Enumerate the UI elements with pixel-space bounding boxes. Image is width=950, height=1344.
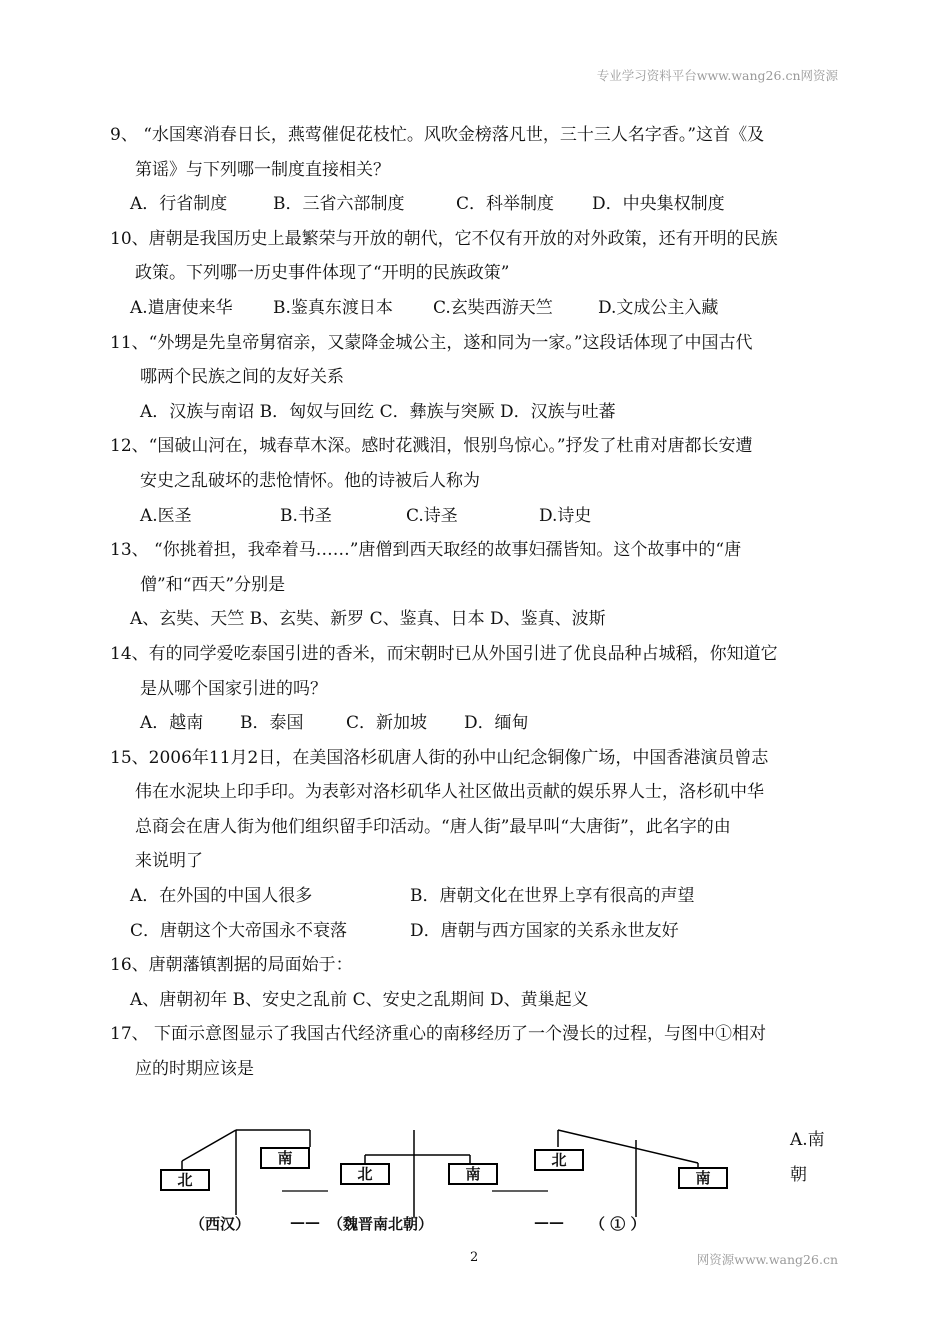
question-9-line2: 第谣》与下列哪一制度直接相关？ [135,159,390,180]
option-a: A．在外国的中国人很多 [130,886,313,907]
option-c: C．新加坡 [346,713,428,734]
option-b: B．唐朝文化在世界上享有很高的声望 [410,886,695,907]
label-wei-jin: （魏晋南北朝） [328,1215,434,1233]
question-15-line1: 15、2006年11月2日，在美国洛杉矶唐人街的孙中山纪念铜像广场，中国香港演员曾志 [110,747,769,768]
question-12-options [110,499,840,534]
question-10-options [110,291,840,326]
question-10-line1: 10、唐朝是我国历史上最繁荣与开放的朝代，它不仅有开放的对外政策，还有开明的民族 [110,228,778,249]
question-11-line1: 11、“外甥是先皇帝舅宿亲，又蒙降金城公主，遂和同为一家。”这段话体现了中国古代 [110,332,753,353]
question-12-line1: 12、“国破山河在，城春草木深。感时花溅泪，恨别鸟惊心。”抒发了杜甫对唐都长安遭 [110,436,753,457]
question-14-line2: 是从哪个国家引进的吗？ [140,678,327,699]
question-14-options [110,706,840,741]
option-a: A.遣唐使来华 [130,297,233,318]
question-15-options-row2 [110,914,840,949]
option-c: C．唐朝这个大帝国永不衰落 [130,920,348,941]
question-11-line2: 哪两个民族之间的友好关系 [140,367,344,388]
option-b: B.鉴真东渡日本 [273,297,393,318]
question-13-line1: 13、 “你挑着担，我牵着马……”唐僧到西天取经的故事妇孺皆知。这个故事中的“唐 [110,540,742,561]
south-box: 南 [260,1147,310,1169]
option-d: D.诗史 [539,505,592,526]
footer-source: 网资源www.wang26.cn [696,1252,838,1267]
question-9-line1: 9、 “水国寒消春日长，燕莺催促花枝忙。风吹金榜落凡世，三十三人名字香。”这首《及 [110,125,765,145]
option-d: D．中央集权制度 [592,194,725,215]
question-15-line2: 伟在水泥块上印手印。为表彰对洛杉矶华人社区做出贡献的娱乐界人士，洛杉矶中华 [135,782,764,803]
option-d: D．唐朝与西方国家的关系永世友好 [410,920,679,941]
page-header: 专业学习资料平台www.wang26.cn网资源 [596,68,838,83]
question-10-line2: 政策。下列哪一历史事件体现了“开明的民族政策” [135,263,510,284]
question-16-options: A、唐朝初年 B、安史之乱前 C、安史之乱期间 D、黄巢起义 [130,989,589,1010]
north-box: 北 [160,1169,210,1191]
option-a: A．越南 [140,713,204,734]
option-d: D．缅甸 [464,713,529,734]
question-17-option-a-continued: 朝 [790,1165,807,1185]
question-13-options: A、玄奘、天竺 B、玄奘、新罗 C、鉴真、日本 D、鉴真、波斯 [130,609,606,630]
option-b: B．三省六部制度 [273,194,405,215]
question-15-line3: 总商会在唐人街为他们组织留手印活动。“唐人街”最早叫“大唐街”，此名字的由 [135,816,731,837]
question-13-line2: 僧”和“西天”分别是 [140,574,286,595]
question-list [110,118,840,1087]
question-15-options-row1 [110,879,840,914]
north-box: 北 [534,1149,584,1171]
economic-center-diagram [150,1125,850,1235]
option-c: C.诗圣 [406,505,458,526]
dash-2: —— [534,1213,564,1231]
dash-1: —— [290,1213,320,1231]
option-d: D.文成公主入藏 [598,297,719,318]
option-a: A.医圣 [140,505,192,526]
option-a: A．行省制度 [130,194,228,215]
question-17-line1: 17、 下面示意图显示了我国古代经济重心的南移经历了一个漫长的过程，与图中①相对 [110,1024,767,1045]
question-14-line1: 14、有的同学爱吃泰国引进的香米，而宋朝时已从外国引进了优良品种占城稻，你知道它 [110,643,778,664]
north-box: 北 [340,1163,390,1185]
south-box: 南 [448,1163,498,1185]
option-c: C．科举制度 [456,194,555,215]
south-box: 南 [678,1167,728,1189]
question-9-options [110,187,840,222]
option-b: B．泰国 [240,713,304,734]
question-17-option-a: A.南 [790,1130,825,1150]
label-western-han: （西汉） [190,1215,251,1233]
question-11-options: A．汉族与南诏 B．匈奴与回纥 C．彝族与突厥 D．汉族与吐蕃 [140,401,616,422]
option-b: B.书圣 [280,505,332,526]
question-17-line2: 应的时期应该是 [135,1059,254,1080]
question-15-line4: 来说明了 [135,851,203,872]
option-c: C.玄奘西游天竺 [433,297,553,318]
question-16-line1: 16、唐朝藩镇割据的局面始于： [110,955,353,976]
label-circled-one: （ ① ） [590,1215,646,1233]
question-12-line2: 安史之乱破坏的悲怆情怀。他的诗被后人称为 [140,470,480,491]
page-number: 2 [470,1250,479,1265]
